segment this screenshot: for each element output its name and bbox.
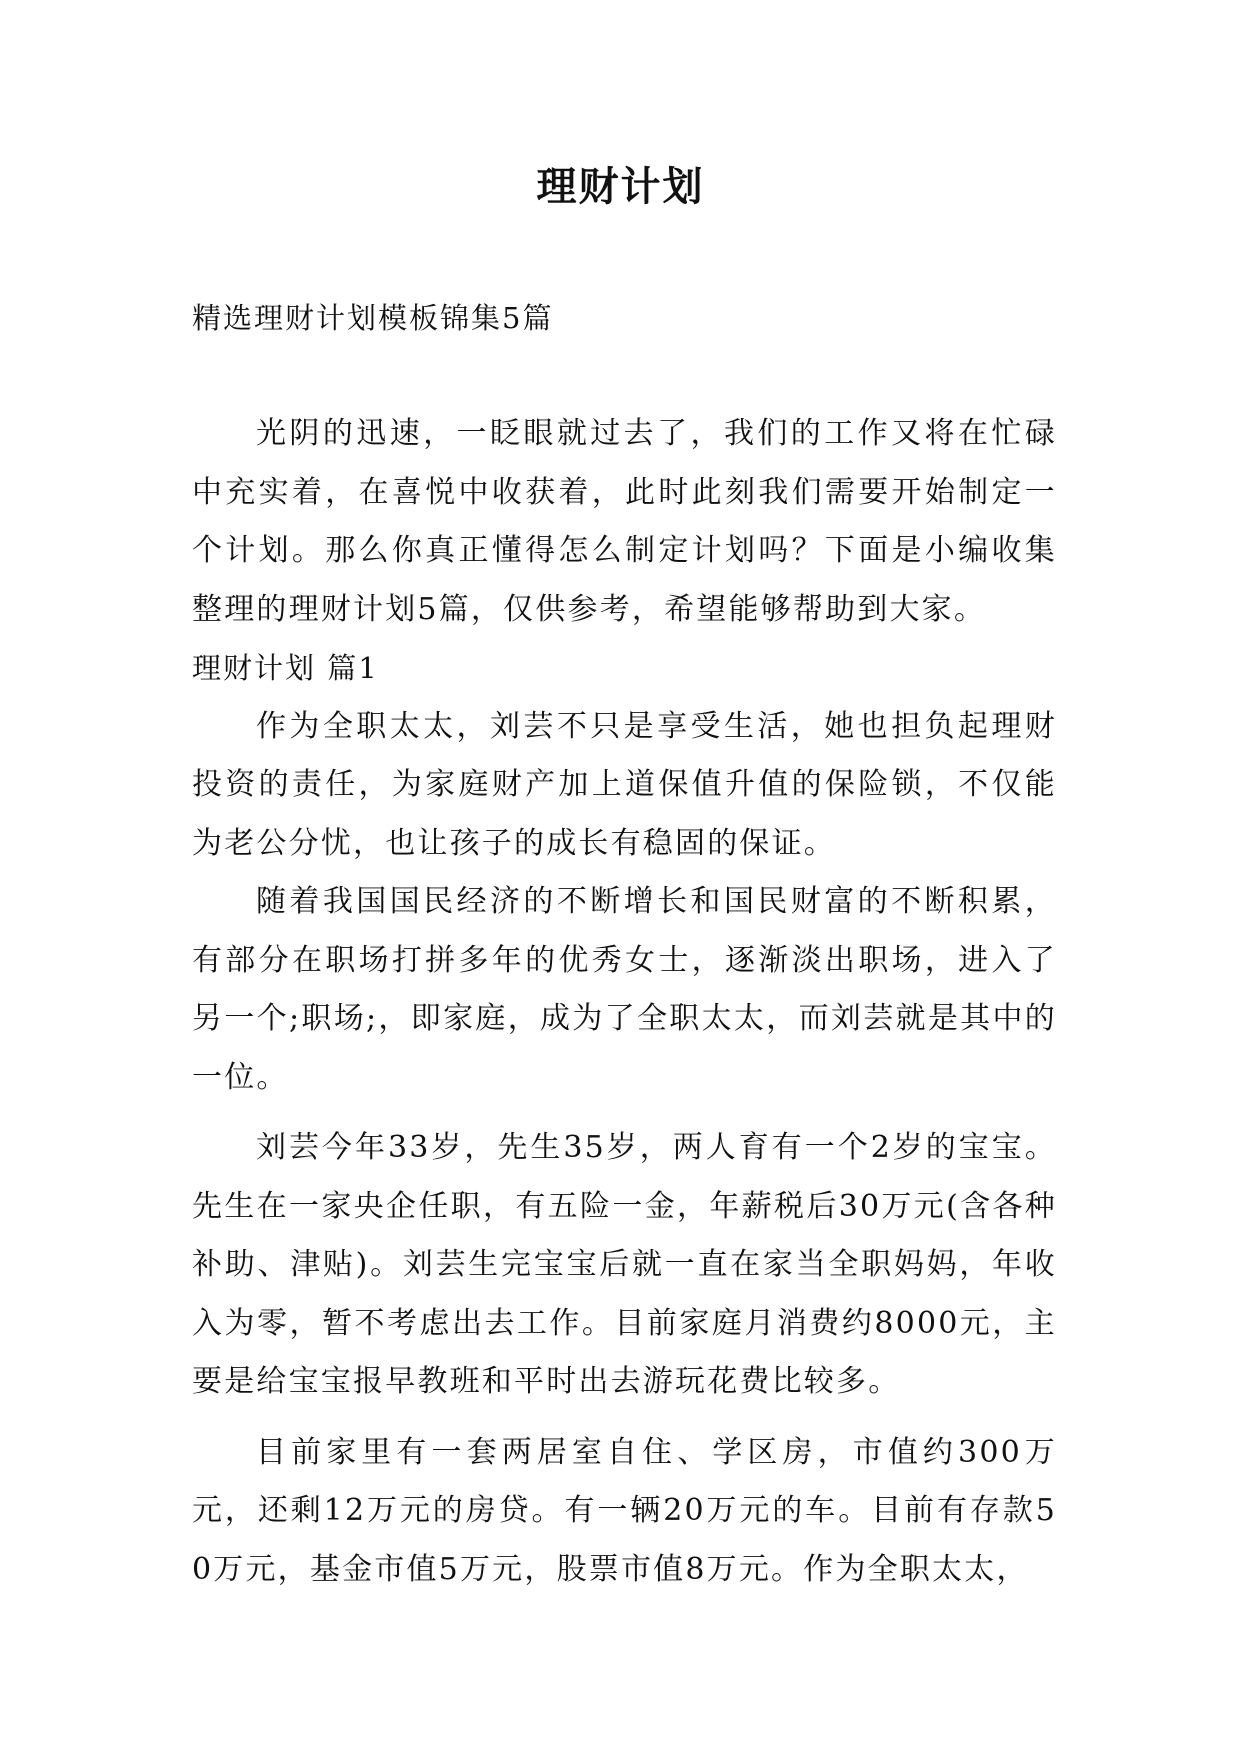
document-title: 理财计划: [536, 163, 705, 210]
body-paragraph: 作为全职太太，刘芸不只是享受生活，她也担负起理财投资的责任，为家庭财产加上道保值升值的保险锁，不仅能为老公分忧，也让孩子的成长有稳固的保证。: [192, 708, 1057, 861]
intro-paragraph: 光阴的迅速，一眨眼就过去了，我们的工作又将在忙碌中充实着，在喜悦中收获着，此时此刻我们需要开始制定一个计划。那么你真正懂得怎么制定计划吗？下面是小编收集整理的理财计划5篇，仅供参考，希望能够帮助到大家。: [192, 416, 1057, 627]
paragraph-gap: [192, 1107, 1057, 1119]
body-paragraph: 目前家里有一套两居室自住、学区房，市值约300万元，还剩12万元的房贷。有一辆20万元的车。目前有存款50万元，基金市值5万元，股票市值8万元。作为全职太太，: [192, 1434, 1057, 1587]
document-subtitle: 精选理财计划模板锦集5篇: [192, 301, 554, 335]
body-paragraph: 刘芸今年33岁，先生35岁，两人育有一个2岁的宝宝。先生在一家央企任职，有五险一金，年薪税后30万元(含各种补助、津贴)。刘芸生完宝宝后就一直在家当全职妈妈，年收入为零，暂不考虑出去工作。目前家庭月消费约8000元，主要是给宝宝报早教班和平时出去游玩花费比较多。: [192, 1130, 1057, 1399]
document-body: [192, 405, 1057, 1599]
paragraph-gap: [192, 1412, 1057, 1424]
section-heading-1: 理财计划 篇1: [192, 651, 379, 685]
body-paragraph: 随着我国国民经济的不断增长和国民财富的不断积累，有部分在职场打拼多年的优秀女士，逐渐淡出职场，进入了另一个;职场;，即家庭，成为了全职太太，而刘芸就是其中的一位。: [192, 884, 1057, 1095]
